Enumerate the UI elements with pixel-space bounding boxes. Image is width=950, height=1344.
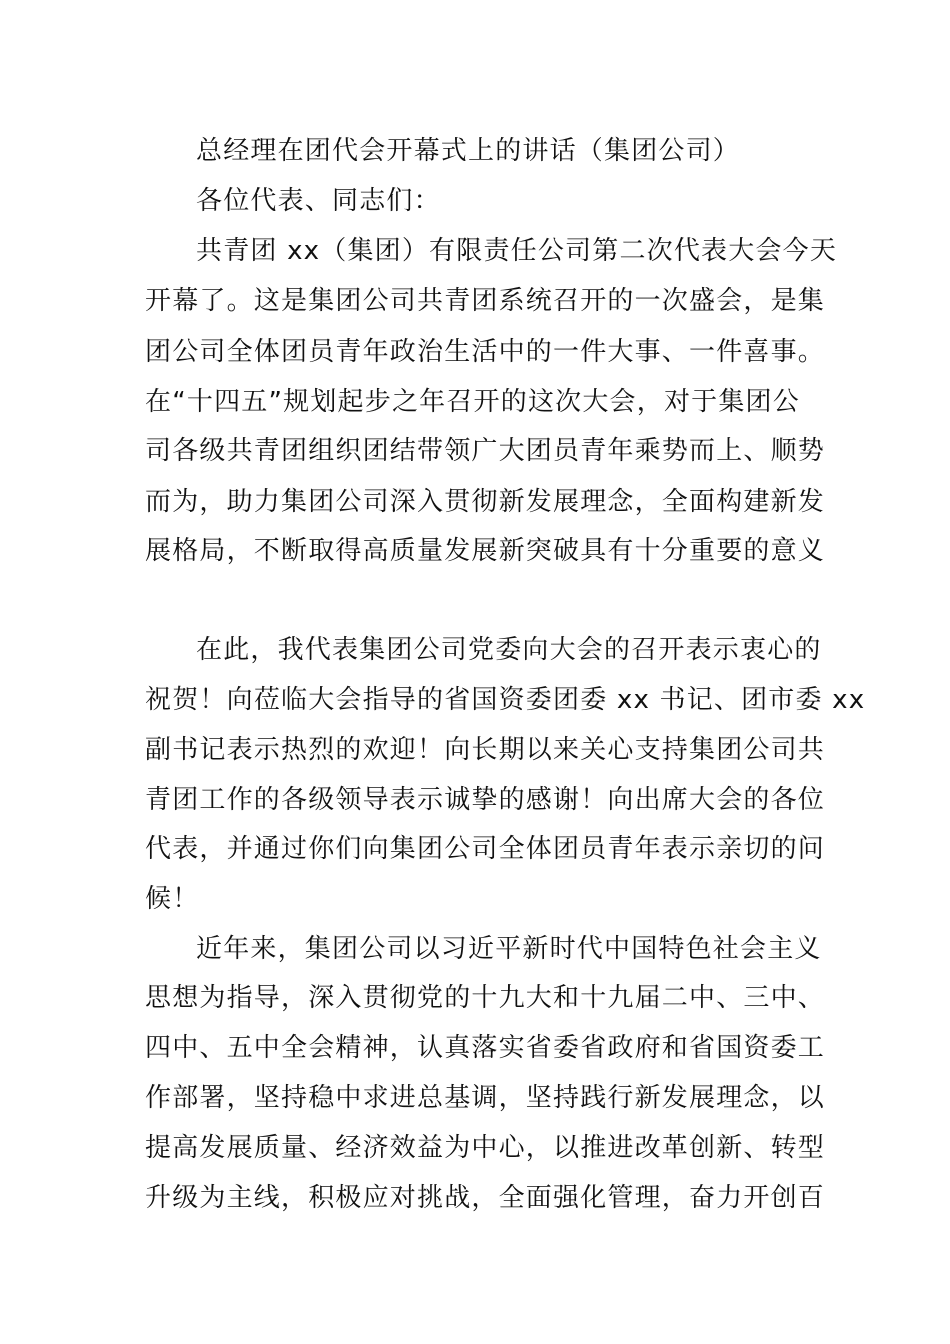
paragraph-line: 团公司全体团员青年政治生活中的一件大事、一件喜事。 (145, 337, 826, 367)
paragraph-line: 升级为主线，积极应对挑战，全面强化管理，奋力开创百 (145, 1183, 826, 1213)
paragraph-line: 共青团 xx（集团）有限责任公司第二次代表大会今天 (196, 236, 838, 266)
paragraph-line: 作部署，坚持稳中求进总基调，坚持践行新发展理念，以 (145, 1083, 826, 1113)
paragraph-line: 而为，助力集团公司深入贯彻新发展理念，全面构建新发 (145, 487, 826, 517)
paragraph-line: 开幕了。这是集团公司共青团系统召开的一次盛会，是集 (145, 286, 826, 316)
paragraph-line: 展格局，不断取得高质量发展新突破具有十分重要的意义 (145, 536, 826, 566)
paragraph-line: 青团工作的各级领导表示诚挚的感谢！向出席大会的各位 (145, 785, 826, 815)
paragraph-line: 祝贺！向莅临大会指导的省国资委团委 xx 书记、团市委 xx (145, 685, 866, 715)
paragraph-line: 思想为指导，深入贯彻党的十九大和十九届二中、三中、 (145, 983, 826, 1013)
paragraph-line: 近年来，集团公司以习近平新时代中国特色社会主义 (196, 934, 822, 964)
paragraph-line: 提高发展质量、经济效益为中心，以推进改革创新、转型 (145, 1133, 826, 1163)
salutation: 各位代表、同志们： (196, 186, 441, 216)
paragraph-line: 四中、五中全会精神，认真落实省委省政府和省国资委工 (145, 1033, 826, 1063)
paragraph-line: 在“十四五”规划起步之年召开的这次大会，对于集团公 (145, 387, 800, 417)
document-title: 总经理在团代会开幕式上的讲话（集团公司） (196, 136, 741, 166)
paragraph-line: 在此，我代表集团公司党委向大会的召开表示衷心的 (196, 635, 822, 665)
paragraph-line: 候！ (145, 884, 200, 914)
paragraph-line: 代表，并通过你们向集团公司全体团员青年表示亲切的问 (145, 834, 826, 864)
paragraph-line: 司各级共青团组织团结带领广大团员青年乘势而上、顺势 (145, 436, 826, 466)
paragraph-line: 副书记表示热烈的欢迎！向长期以来关心支持集团公司共 (145, 735, 826, 765)
